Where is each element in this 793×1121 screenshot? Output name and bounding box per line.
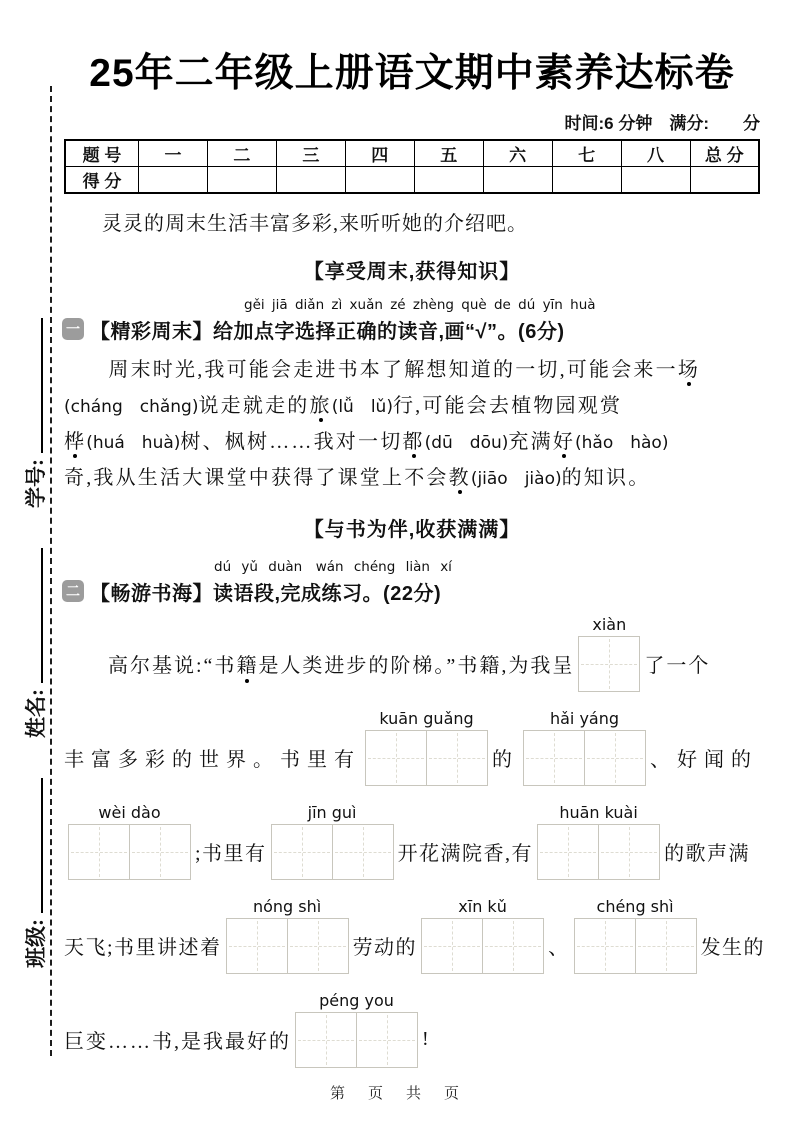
score-table-col-header: 二 — [207, 140, 276, 167]
grid-cell[interactable] — [129, 825, 190, 879]
q1-line — [64, 352, 760, 388]
answer-grid[interactable] — [271, 824, 394, 880]
score-cell[interactable] — [621, 166, 690, 193]
q1-line — [64, 424, 760, 460]
section2-banner: 【与书为伴,收获满满】 — [303, 518, 521, 541]
grid-cell[interactable] — [69, 825, 129, 879]
passage-text: 巨变……书,是我最好的 — [64, 1031, 291, 1054]
passage-text: 、 — [548, 937, 570, 960]
grid-cell[interactable] — [366, 731, 426, 785]
q2-line — [64, 708, 760, 786]
score-table-col-header: 总 分 — [690, 140, 759, 167]
answer-grid[interactable] — [68, 824, 191, 880]
answer-box-pinyin: xīn kǔ — [458, 896, 507, 916]
score-cell[interactable] — [276, 166, 345, 193]
exam-meta: 时间:6 分钟 满分: 分 — [564, 113, 760, 133]
passage-text: 高尔基说:“书 — [64, 655, 237, 678]
score-table-col-header: 一 — [139, 140, 208, 167]
pinyin-options: (lǚ lǔ) — [331, 396, 393, 417]
pinyin-options: (huá huà) — [86, 432, 181, 453]
section1-banner: 【享受周末,获得知识】 — [303, 260, 521, 283]
answer-box[interactable] — [365, 708, 488, 786]
grid-cell[interactable] — [296, 1013, 356, 1067]
q2-line — [64, 802, 760, 880]
score-table-col-header: 三 — [276, 140, 345, 167]
dotted-char: 桦 — [64, 430, 87, 453]
q1-passage — [64, 352, 760, 496]
dotted-char: 旅 — [309, 394, 332, 417]
dotted-char: 好 — [552, 430, 576, 453]
answer-grid[interactable] — [421, 918, 544, 974]
answer-grid[interactable] — [226, 918, 349, 974]
q2-heading: 【畅游书海】读语段,完成练习。(22分) — [90, 582, 442, 605]
score-table-row2-label: 得 分 — [65, 166, 139, 193]
pinyin-options: (jiāo jiào) — [470, 468, 562, 489]
passage-text: ! — [422, 1028, 431, 1051]
score-cell[interactable] — [345, 166, 414, 193]
grid-cell[interactable] — [524, 731, 584, 785]
passage-text: 的 — [492, 749, 519, 772]
q2-heading-row — [62, 577, 760, 606]
passage-text: 发生的 — [700, 937, 766, 960]
answer-grid[interactable] — [578, 636, 640, 692]
grid-cell[interactable] — [356, 1013, 417, 1067]
grid-cell[interactable] — [422, 919, 482, 973]
score-table-score-row — [65, 166, 759, 193]
score-table-col-header: 五 — [414, 140, 483, 167]
answer-box[interactable] — [574, 896, 697, 974]
grid-cell[interactable] — [575, 919, 635, 973]
grid-cell[interactable] — [598, 825, 659, 879]
answer-grid[interactable] — [365, 730, 488, 786]
score-cell[interactable] — [552, 166, 621, 193]
passage-text: 丰富多彩的世界。书里有 — [64, 749, 361, 772]
passage-text: 了一个 — [644, 655, 711, 678]
q1-heading: 【精彩周末】给加点字选择正确的读音,画“√”。(6分) — [90, 320, 565, 343]
answer-box[interactable] — [226, 896, 349, 974]
passage-text: 天飞;书里讲述着 — [64, 937, 222, 960]
answer-box-pinyin: péng you — [319, 990, 394, 1010]
score-table-header-row — [65, 140, 759, 167]
q1-pinyin: gěi jiā diǎn zì xuǎn zé zhèng què de dú yīn huà — [244, 296, 596, 313]
grid-cell[interactable] — [482, 919, 543, 973]
passage-text: 的歌声满 — [664, 843, 751, 866]
answer-box[interactable] — [537, 802, 660, 880]
score-cell[interactable] — [414, 166, 483, 193]
passage-text: 的知识。 — [561, 466, 651, 489]
dotted-char: 籍 — [236, 649, 258, 678]
page-title: 25年二年级上册语文期中素养达标卷 — [89, 52, 735, 95]
dotted-char: 场 — [677, 358, 701, 381]
answer-box[interactable] — [421, 896, 544, 974]
score-cell[interactable] — [483, 166, 552, 193]
score-table-col-header: 四 — [345, 140, 414, 167]
answer-box[interactable] — [271, 802, 394, 880]
dotted-char: 都 — [402, 430, 425, 453]
passage-text: 说走就走的 — [198, 394, 310, 417]
student-field-label: 学号: — [23, 459, 48, 508]
score-cell[interactable] — [690, 166, 759, 193]
score-table-row1-label: 题 号 — [65, 140, 139, 167]
student-info-strip — [6, 138, 48, 1058]
answer-box-pinyin: hǎi yáng — [549, 708, 620, 728]
grid-cell[interactable] — [287, 919, 348, 973]
pinyin-options: (hǎo hào) — [575, 432, 669, 453]
student-field-label: 姓名: — [23, 689, 48, 738]
intro-text: 灵灵的周末生活丰富多彩,来听听她的介绍吧。 — [102, 212, 528, 235]
passage-text: 、好闻的 — [650, 749, 758, 772]
q1-heading-row — [62, 315, 760, 344]
answer-box-pinyin: chéng shì — [596, 896, 674, 916]
pinyin-options: (dū dōu) — [424, 432, 509, 453]
answer-box-pinyin: jīn guì — [307, 802, 357, 822]
q2-line — [64, 896, 766, 974]
q1-line — [64, 460, 760, 496]
q1-line — [64, 388, 760, 424]
answer-grid[interactable] — [537, 824, 660, 880]
q2-pinyin: dú yǔ duàn wán chéng liàn xí — [214, 558, 452, 575]
passage-text: 行,可能会去植物园观赏 — [392, 394, 623, 417]
passage-text: 开花满院香,有 — [397, 843, 534, 866]
answer-box-pinyin: kuān guǎng — [379, 708, 474, 728]
grid-cell[interactable] — [332, 825, 393, 879]
passage-text: 充满 — [508, 430, 553, 453]
grid-cell[interactable] — [584, 731, 645, 785]
passage-text: 树、枫树……我对一切 — [180, 430, 403, 453]
grid-cell[interactable] — [227, 919, 287, 973]
main-content — [64, 0, 766, 1068]
student-field-label: 班级: — [23, 919, 48, 968]
passage-text: 是人类进步的阶梯。”书籍,为我呈 — [258, 655, 575, 678]
student-field-blank[interactable] — [41, 318, 43, 453]
score-table-col-header: 六 — [483, 140, 552, 167]
answer-box[interactable] — [578, 614, 640, 692]
score-cell[interactable] — [139, 166, 208, 193]
pinyin-options: (cháng chǎng) — [64, 396, 199, 417]
passage-text: 奇,我从生活大课堂中获得了课堂上不会 — [64, 466, 449, 489]
answer-box-pinyin: nóng shì — [252, 896, 322, 916]
grid-cell[interactable] — [272, 825, 332, 879]
score-table-col-header: 七 — [552, 140, 621, 167]
answer-box[interactable] — [523, 708, 646, 786]
passage-text: ;书里有 — [195, 843, 267, 866]
answer-box-pinyin: wèi dào — [98, 802, 161, 822]
fold-dashed-line — [50, 86, 52, 1056]
grid-cell[interactable] — [426, 731, 487, 785]
q2-line — [64, 990, 760, 1068]
q2-passage — [64, 614, 766, 1068]
grid-cell[interactable] — [579, 637, 639, 691]
student-field-blank[interactable] — [41, 778, 43, 913]
grid-cell[interactable] — [538, 825, 598, 879]
student-field-blank[interactable] — [41, 548, 43, 683]
answer-grid[interactable] — [523, 730, 646, 786]
answer-box-pinyin: huān kuài — [559, 802, 638, 822]
answer-grid[interactable] — [295, 1012, 418, 1068]
score-table-col-header: 八 — [621, 140, 690, 167]
score-table — [64, 139, 760, 194]
answer-grid[interactable] — [574, 918, 697, 974]
answer-box[interactable] — [295, 990, 418, 1068]
answer-box[interactable] — [68, 802, 191, 880]
grid-cell[interactable] — [635, 919, 696, 973]
page-footer: 第 页 共 页 — [329, 1085, 463, 1102]
passage-text: 周末时光,我可能会走进书本了解想知道的一切,可能会来一 — [64, 358, 678, 381]
q1-number-badge: 一 — [62, 318, 84, 340]
answer-box-pinyin: xiàn — [592, 614, 627, 634]
score-cell[interactable] — [207, 166, 276, 193]
q2-line — [64, 614, 760, 692]
passage-text: 劳动的 — [352, 937, 418, 960]
q2-number-badge: 二 — [62, 580, 84, 602]
dotted-char: 教 — [448, 466, 471, 489]
